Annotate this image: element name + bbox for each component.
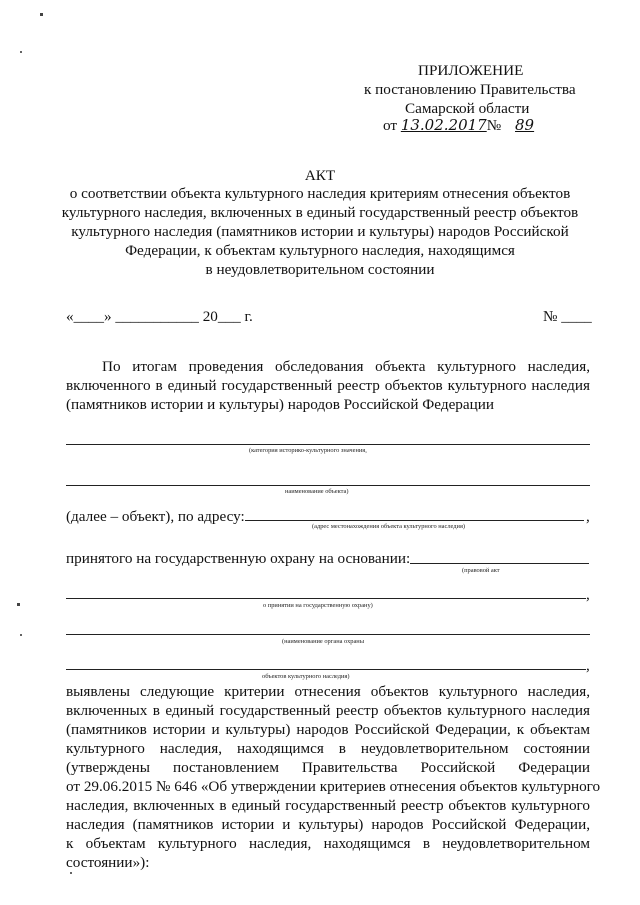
appendix-line-1: к постановлению Правительства [364,81,576,98]
appendix-line-2: Самарской области [405,100,530,117]
about-blank-line [66,598,586,599]
about-caption: о принятии на государственную охрану) [263,602,373,609]
handwritten-date: 13.02.2017 [400,116,487,134]
object-caption: объектов культурного наследия) [262,673,350,680]
act-subtitle-line: культурного наследия (памятников истории и культуры) народов Российской [71,223,569,240]
authority-blank-line [66,634,590,635]
scan-speck [20,634,22,636]
address-caption: (адрес местонахождения объекта культурного наследия) [312,523,466,530]
scan-speck [20,51,22,53]
criteria-line: наследия, включенных в единый государственный реестр объектов культурного [66,797,590,814]
address-label: (далее – объект), по адресу: [66,508,245,525]
legal-act-caption: (правовой акт [462,567,500,574]
intro-first-line: По итогам проведения обследования объекта культурного наследия, [102,358,590,375]
address-comma: , [586,508,590,525]
number-sign: № [486,117,502,134]
act-subtitle [40,184,600,279]
criteria-line: включенных в единый государственный реестр объектов культурного наследия [66,702,590,719]
act-subtitle-line: культурного наследия, включенных в единый государственный реестр объектов [61,204,579,221]
criteria-line: (памятников истории и культуры) народов Российской Федерации, к объектам [66,721,590,738]
name-blank-line [66,485,590,486]
criteria-line: от 29.06.2015 № 646 «Об утверждении критериев отнесения объектов культурного [66,778,601,795]
handwritten-number: 89 [515,116,535,134]
address-blank-line [245,520,584,521]
intro-rest: включенного в единый государственный реестр объектов культурного наследия (памятников истории и культуры) народов Российской Федерации [66,377,590,413]
criteria-line: наследия (памятников истории и культуры) народов Российской Федерации, [66,816,590,833]
object-blank-line [66,669,586,670]
object-comma: , [586,657,590,674]
act-number-blank: № ____ [543,308,592,325]
appendix-date-row [383,116,544,135]
criteria-line: (утверждены постановлением Правительства Российской Федерации [66,759,590,776]
criteria-line: к объектам культурного наследия, находящимся в неудовлетворительном [66,835,590,852]
category-blank-line [66,444,590,445]
criteria-paragraph [66,682,601,872]
date-prefix: от [383,117,398,134]
act-subtitle-line: Федерации, к объектам культурного наследия, находящимся [125,242,515,259]
appendix-title: ПРИЛОЖЕНИЕ [418,62,524,79]
name-caption: наименование объекта) [285,488,349,495]
scan-speck [40,13,43,16]
act-date-blank: «____» ___________ 20___ г. [66,308,253,325]
about-comma: , [586,586,590,603]
act-title: АКТ [304,167,336,184]
criteria-line: выявлены следующие критерии отнесения объектов культурного наследия, [66,683,590,700]
legal-act-blank-line [410,563,589,564]
act-subtitle-line: о соответствии объекта культурного наследия критериям отнесения объектов [69,185,571,202]
authority-caption: (наименование органа охраны [282,638,365,645]
act-subtitle-line: в неудовлетворительном состоянии [205,261,435,278]
protection-label: принятого на государственную охрану на основании: [66,550,411,567]
scan-speck [17,603,20,606]
category-caption: (категория историко-культурного значения, [249,447,367,454]
criteria-line: культурного наследия, находящимся в неудовлетворительном состоянии [66,740,590,757]
scan-speck [70,872,72,874]
intro-paragraph [66,357,590,414]
criteria-last-line: состоянии»): [66,854,150,871]
